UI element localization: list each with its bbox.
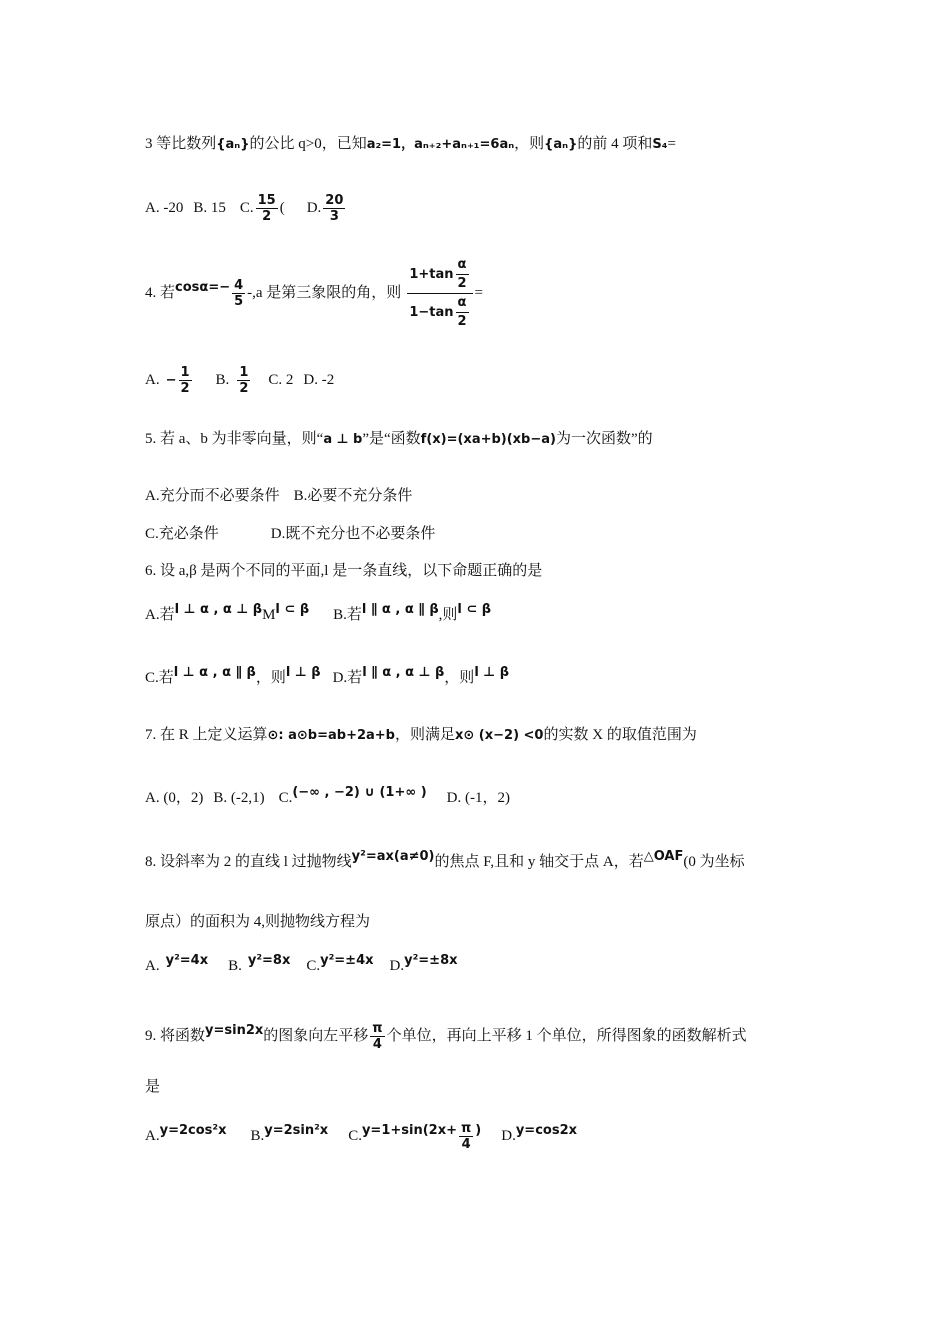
q3-sequence: {aₙ} xyxy=(544,137,578,152)
q3-option-b: B. 15 xyxy=(193,200,226,216)
question-8-stem-line2 xyxy=(145,912,370,932)
q3-text: ，则 xyxy=(514,136,545,152)
q4-option-a-fraction: $\frac{1}{2}$ xyxy=(180,365,190,397)
q3-option-d-fraction: $\frac{20}{3}$ xyxy=(325,193,344,225)
q4-prefix: 4. 若 xyxy=(145,284,176,301)
q5-text: ”是“函数 xyxy=(362,431,421,447)
q8-option-c-math: y²=±4x xyxy=(320,953,374,968)
question-5-options-cd xyxy=(145,524,435,544)
q3-condition: a₂=1，aₙ₊₂+aₙ₊₁=6aₙ xyxy=(366,137,515,152)
q9-option-c-math: y=1+sin(2x+ xyxy=(361,1123,457,1138)
q6-option-a-mid: M xyxy=(262,607,276,623)
q7-option-c: C. xyxy=(278,790,293,806)
q9-option-d-math: y=cos2x xyxy=(515,1123,578,1138)
q7-option-c-math: (−∞ , −2) ∪ (1+∞ ) xyxy=(292,785,427,800)
q3-prefix: 3 等比数列 xyxy=(145,136,217,152)
q5-text-end: 为一次函数”的 xyxy=(555,431,653,447)
q3-paren: ( xyxy=(279,200,285,216)
q4-minus: − xyxy=(165,373,177,388)
q4-text: -,a 是第三象限的角，则 xyxy=(247,284,402,301)
question-3-stem xyxy=(145,134,676,155)
question-5-options-ab xyxy=(145,486,412,506)
q8-text-line2: 原点）的面积为 4,则抛物线方程为 xyxy=(145,914,371,930)
q4-option-b-fraction: $\frac{1}{2}$ xyxy=(239,365,249,397)
q4-option-b: B. xyxy=(215,372,230,388)
q7-text-end: 的实数 X 的取值范围为 xyxy=(543,727,697,743)
q6-option-d-mid: ，则 xyxy=(444,670,475,686)
q8-option-d-math: y²=±8x xyxy=(404,953,458,968)
q3-option-a: A. -20 xyxy=(145,200,184,216)
q6-option-b-math: l ∥ α , α ∥ β xyxy=(361,602,439,617)
question-6-options-cd xyxy=(145,665,510,689)
q9-option-d: D. xyxy=(501,1128,516,1144)
q9-option-b-math: y=2sin²x xyxy=(264,1123,329,1138)
question-6-stem xyxy=(145,561,542,581)
q8-option-a-math: y²=4x xyxy=(165,953,209,968)
q5-option-a: A.充分而不必要条件 xyxy=(145,488,280,504)
q7-option-b: B. (-2,1) xyxy=(213,790,265,806)
q9-option-b: B. xyxy=(250,1128,265,1144)
q8-text: 的焦点 F,且和 y 轴交于点 A，若 xyxy=(434,854,644,870)
q8-triangle: △OAF xyxy=(643,849,684,864)
q4-option-d: D. -2 xyxy=(303,372,335,388)
q5-option-d: D.既不充分也不必要条件 xyxy=(270,526,436,542)
q6-option-c-math: l ⊥ α , α ∥ β xyxy=(173,665,256,680)
q9-prefix: 9. 将函数 xyxy=(145,1028,206,1044)
q4-option-c: C. 2 xyxy=(268,372,294,388)
q6-option-d-math: l ∥ α , α ⊥ β xyxy=(362,665,445,680)
q8-parabola: y²=ax(a≠0) xyxy=(351,849,435,864)
q8-option-a: A. xyxy=(145,958,160,974)
question-6-options-ab xyxy=(145,602,492,626)
q5-perpendicular: a ⊥ b xyxy=(323,432,363,447)
q6-option-c: C.若 xyxy=(145,670,174,686)
q3-option-d: D. xyxy=(306,200,322,216)
q9-option-a: A. xyxy=(145,1128,160,1144)
q7-option-a: A. (0，2) xyxy=(145,790,204,806)
q3-text: 的前 4 项和 xyxy=(577,136,653,152)
q4-equals: = xyxy=(474,284,484,301)
q7-text: ，则满足 xyxy=(394,727,455,743)
q3-text: 的公比 q>0，已知 xyxy=(249,136,367,152)
q8-text-end: (0 为坐标 xyxy=(683,854,745,870)
q3-sequence: {aₙ} xyxy=(216,137,250,152)
q3-option-c: C. xyxy=(239,200,254,216)
q8-option-b: B. xyxy=(228,958,242,974)
q9-text-line2: 是 xyxy=(145,1079,161,1095)
q7-inequality: x⊙ (x−2) <0 xyxy=(455,728,544,743)
q9-option-a-math: y=2cos²x xyxy=(159,1123,227,1138)
q6-option-a-math: l ⊥ α , α ⊥ β xyxy=(174,602,263,617)
q6-stem-text: 6. 设 a,β 是两个不同的平面,l 是一条直线，以下命题正确的是 xyxy=(145,563,543,579)
question-3-options xyxy=(145,192,347,224)
q4-expression: 1+tan $\frac{\alpha}{2}$ 1−tan $\frac{\alpha}{2}$ xyxy=(407,256,472,331)
q6-option-d: D.若 xyxy=(332,670,363,686)
q4-cos-fraction: $\frac{4}{5}$ xyxy=(234,278,244,309)
q6-option-c-math: l ⊥ β xyxy=(285,665,321,680)
question-4-options xyxy=(145,364,334,397)
q6-option-b-mid: ,则 xyxy=(438,607,458,623)
q8-prefix: 8. 设斜率为 2 的直线 l 过抛物线 xyxy=(145,854,352,870)
q6-option-d-math: l ⊥ β xyxy=(474,665,510,680)
question-7-options xyxy=(145,785,510,809)
question-9-stem xyxy=(145,1018,747,1055)
q3-sum: S₄ xyxy=(652,137,668,152)
question-5-stem xyxy=(145,429,653,450)
q9-option-c-paren: ) xyxy=(475,1123,482,1138)
q9-pi-over-4: $\frac{\pi}{4}$ xyxy=(372,1021,383,1053)
q9-text-end: 个单位，再向上平移 1 个单位，所得图象的函数解析式 xyxy=(386,1028,747,1044)
question-7-stem xyxy=(145,725,697,746)
q9-option-c: C. xyxy=(348,1128,362,1144)
q3-option-c-fraction: $\frac{15}{2}$ xyxy=(257,193,276,225)
q9-function: y=sin2x xyxy=(205,1023,264,1038)
question-8-stem xyxy=(145,849,745,873)
q9-text: 的图象向左平移 xyxy=(263,1028,369,1044)
q6-option-b-math: l ⊂ β xyxy=(457,602,492,617)
q8-option-d: D. xyxy=(389,958,405,974)
q6-option-c-mid: ，则 xyxy=(255,670,286,686)
q5-option-b: B.必要不充分条件 xyxy=(293,488,413,504)
q5-prefix: 5. 若 a、b 为非零向量，则“ xyxy=(145,431,324,447)
q6-option-a: A.若 xyxy=(145,607,175,623)
question-4-stem xyxy=(145,256,483,331)
question-9-options xyxy=(145,1120,577,1153)
q4-cos: cosα=− xyxy=(175,279,231,295)
q6-option-a-math: l ⊂ β xyxy=(275,602,310,617)
q3-equals: = xyxy=(667,136,676,152)
question-9-stem-line2 xyxy=(145,1077,160,1097)
q6-option-b: B.若 xyxy=(333,607,362,623)
q9-option-c-fraction: $\frac{\pi}{4}$ xyxy=(460,1121,472,1153)
question-8-options xyxy=(145,953,458,977)
q4-option-a: A. xyxy=(145,372,160,388)
q8-option-c: C. xyxy=(306,958,321,974)
q7-option-d: D. (-1，2) xyxy=(446,790,510,806)
q7-prefix: 7. 在 R 上定义运算 xyxy=(145,727,268,743)
q5-function: f(x)=(xa+b)(xb−a) xyxy=(420,432,556,447)
q5-option-c: C.充必条件 xyxy=(145,526,219,542)
q8-option-b-math: y²=8x xyxy=(247,953,291,968)
q7-operation: ⊙: a⊙b=ab+2a+b xyxy=(267,728,395,743)
